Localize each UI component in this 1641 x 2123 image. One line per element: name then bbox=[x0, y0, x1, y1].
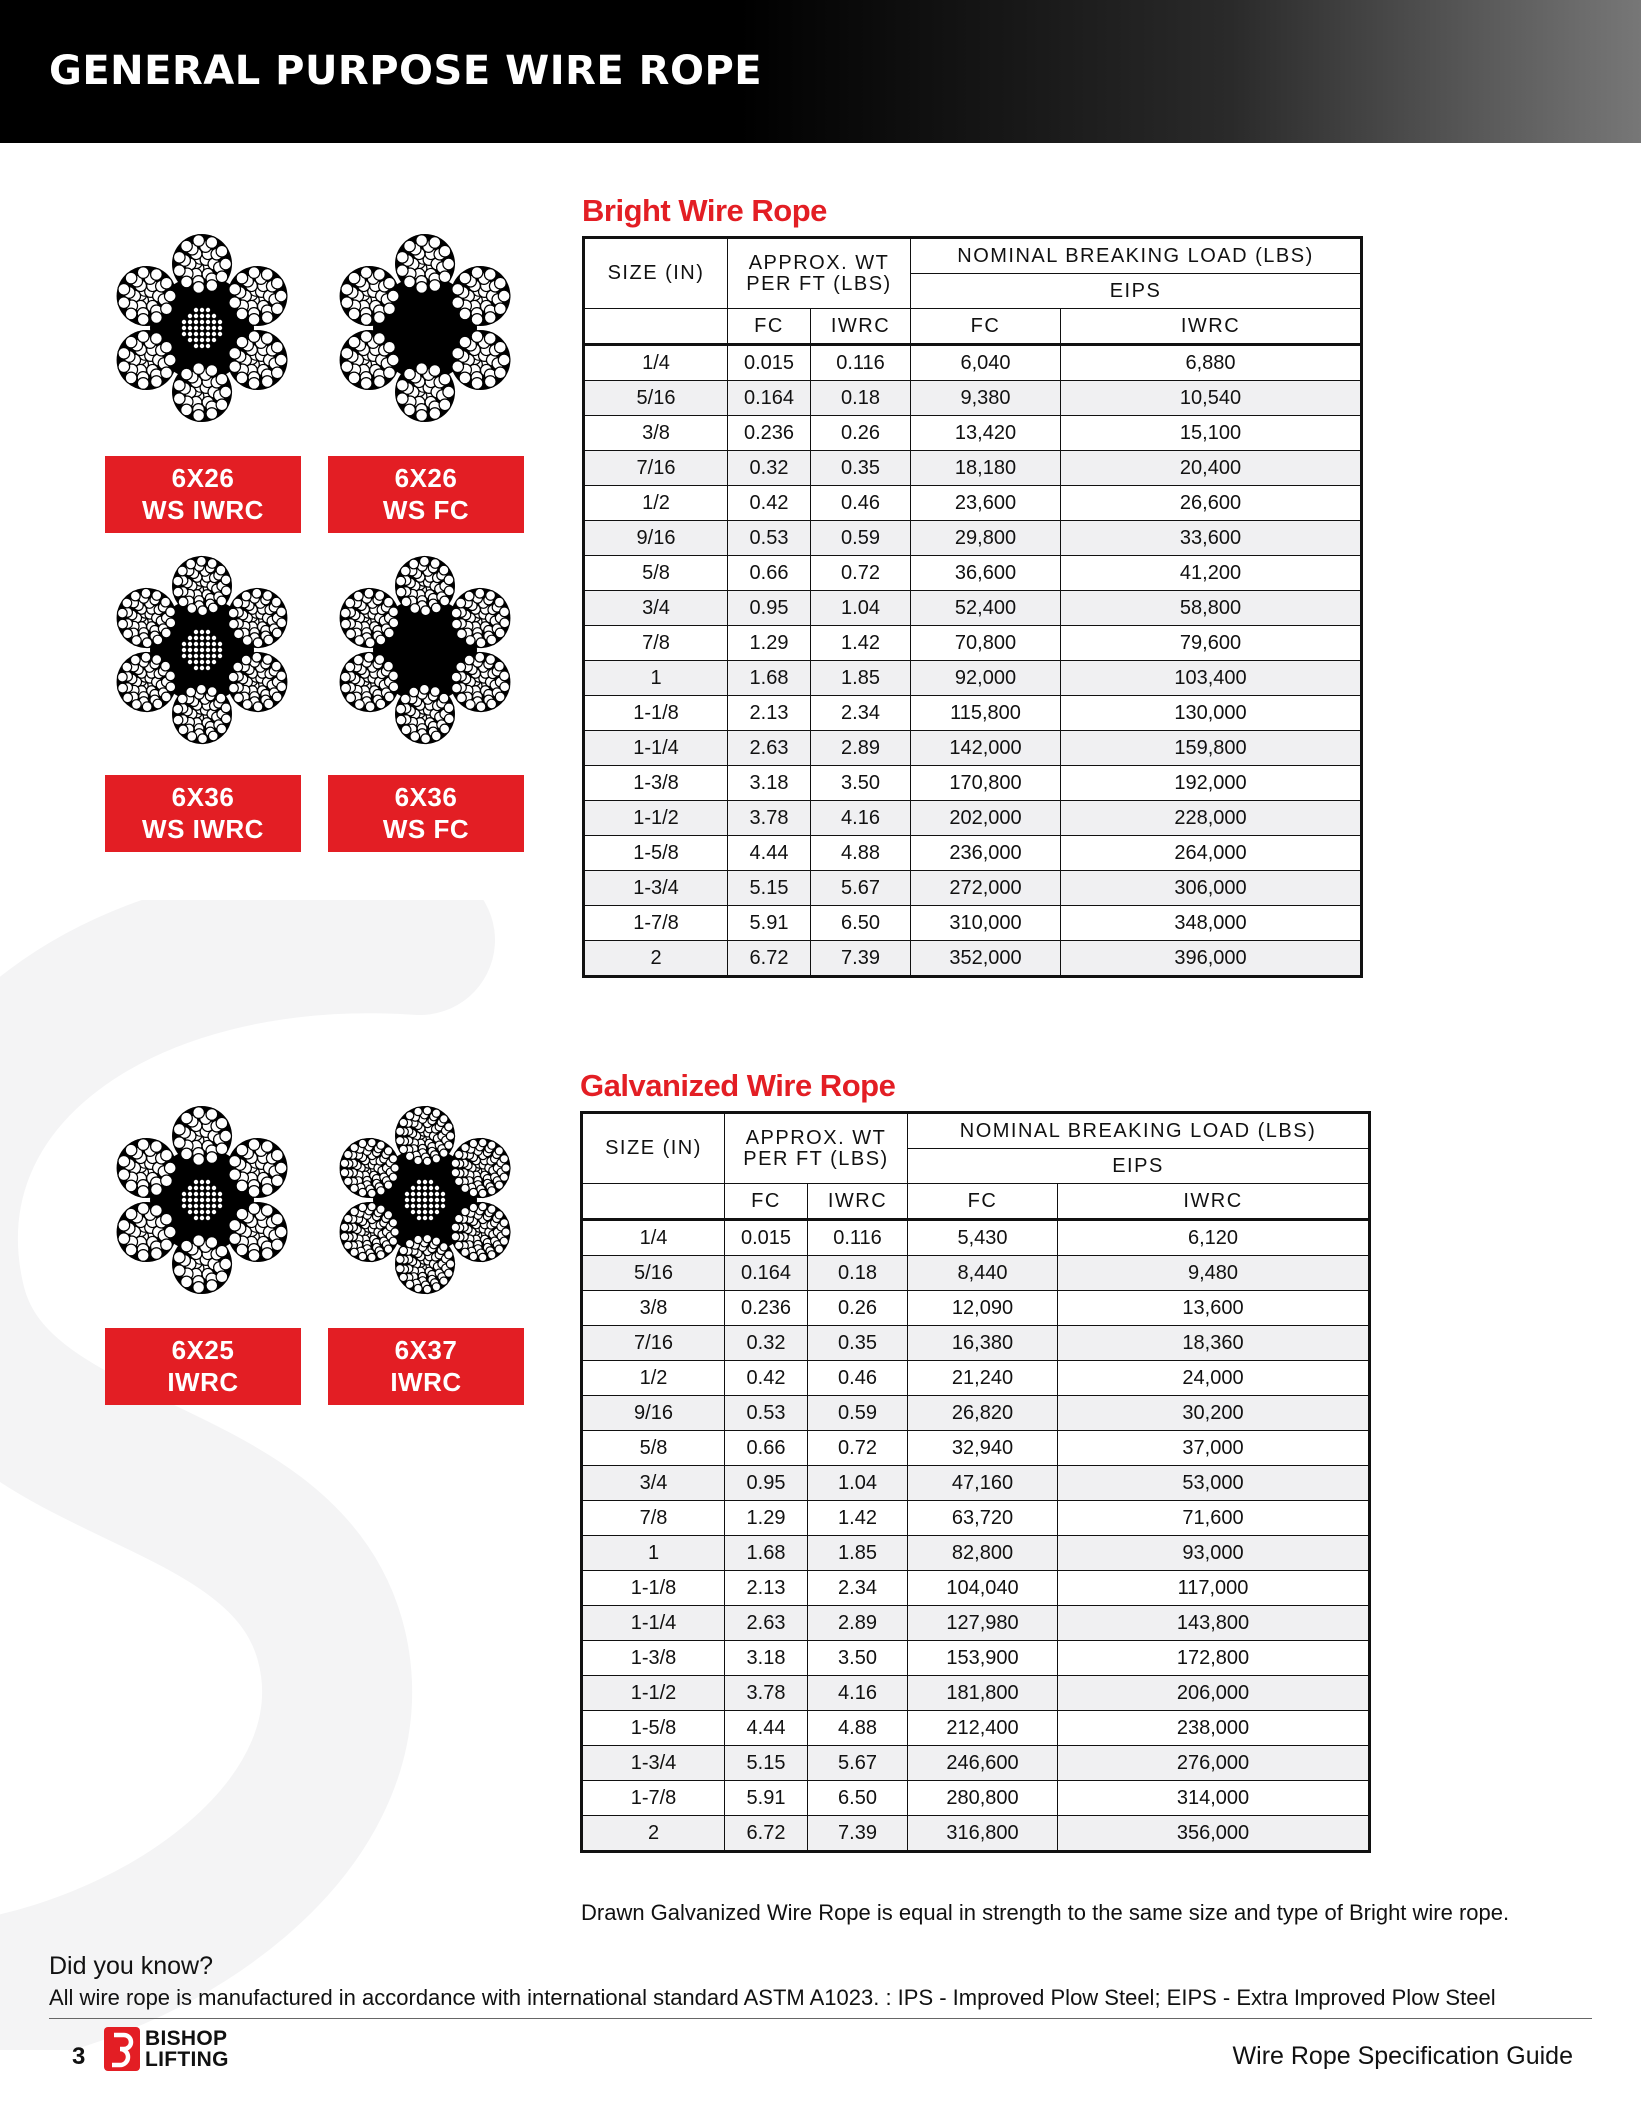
rope-label-line1: 6X36 bbox=[171, 781, 235, 812]
rope-label-line1: 6X25 bbox=[171, 1334, 235, 1365]
weight-fc-cell: 0.66 bbox=[728, 556, 811, 591]
load-fc-cell: 32,940 bbox=[908, 1431, 1058, 1466]
weight-fc-cell: 4.44 bbox=[728, 836, 811, 871]
size-cell: 1-5/8 bbox=[584, 836, 728, 871]
weight-fc-cell: 5.15 bbox=[728, 871, 811, 906]
watermark-logo bbox=[0, 900, 580, 2050]
weight-fc-cell: 1.68 bbox=[725, 1536, 808, 1571]
bright-section-title: Bright Wire Rope bbox=[582, 193, 827, 228]
rope-label-line1: 6X26 bbox=[394, 462, 458, 493]
load-fc-cell: 153,900 bbox=[908, 1641, 1058, 1676]
weight-iwrc-cell: 2.89 bbox=[808, 1606, 908, 1641]
table-row bbox=[584, 486, 1362, 521]
weight-iwrc-cell: 5.67 bbox=[811, 871, 911, 906]
load-fc-header: FC bbox=[911, 309, 1061, 345]
weight-fc-cell: 0.32 bbox=[725, 1326, 808, 1361]
load-iwrc-cell: 79,600 bbox=[1061, 626, 1362, 661]
weight-iwrc-cell: 0.59 bbox=[811, 521, 911, 556]
size-cell: 1-1/2 bbox=[582, 1676, 725, 1711]
weight-fc-header: FC bbox=[725, 1184, 808, 1220]
size-cell: 1 bbox=[582, 1536, 725, 1571]
weight-fc-cell: 0.53 bbox=[728, 521, 811, 556]
bright-spec-table bbox=[582, 236, 1363, 978]
eips-header: EIPS bbox=[911, 274, 1362, 309]
weight-iwrc-cell: 4.88 bbox=[808, 1711, 908, 1746]
size-cell: 3/8 bbox=[582, 1291, 725, 1326]
weight-iwrc-header: IWRC bbox=[808, 1184, 908, 1220]
table-row bbox=[584, 731, 1362, 766]
table-row bbox=[584, 591, 1362, 626]
load-fc-cell: 26,820 bbox=[908, 1396, 1058, 1431]
weight-fc-cell: 1.29 bbox=[728, 626, 811, 661]
size-cell: 1/4 bbox=[584, 345, 728, 381]
table-row bbox=[582, 1536, 1370, 1571]
load-header: NOMINAL BREAKING LOAD (LBS) bbox=[911, 238, 1362, 274]
brand-name bbox=[145, 2028, 229, 2070]
load-fc-cell: 310,000 bbox=[911, 906, 1061, 941]
page-number: 3 bbox=[72, 2043, 86, 2070]
load-fc-cell: 246,600 bbox=[908, 1746, 1058, 1781]
weight-fc-cell: 0.236 bbox=[728, 416, 811, 451]
load-fc-cell: 5,430 bbox=[908, 1220, 1058, 1256]
load-iwrc-cell: 20,400 bbox=[1061, 451, 1362, 486]
footer-divider bbox=[49, 2018, 1592, 2019]
table-row bbox=[582, 1746, 1370, 1781]
weight-fc-header: FC bbox=[728, 309, 811, 345]
bright-table-body bbox=[584, 345, 1362, 977]
load-iwrc-cell: 356,000 bbox=[1058, 1816, 1370, 1852]
size-cell: 7/16 bbox=[584, 451, 728, 486]
load-fc-cell: 142,000 bbox=[911, 731, 1061, 766]
load-iwrc-cell: 26,600 bbox=[1061, 486, 1362, 521]
load-header: NOMINAL BREAKING LOAD (LBS) bbox=[908, 1113, 1370, 1149]
load-iwrc-cell: 33,600 bbox=[1061, 521, 1362, 556]
table-row bbox=[584, 836, 1362, 871]
weight-iwrc-cell: 3.50 bbox=[811, 766, 911, 801]
size-cell: 1-5/8 bbox=[582, 1711, 725, 1746]
size-cell: 1-3/4 bbox=[584, 871, 728, 906]
rope-label bbox=[105, 775, 301, 852]
load-fc-cell: 280,800 bbox=[908, 1781, 1058, 1816]
blank-header-cell bbox=[582, 1184, 725, 1220]
load-fc-cell: 21,240 bbox=[908, 1361, 1058, 1396]
weight-iwrc-cell: 0.46 bbox=[811, 486, 911, 521]
size-cell: 3/4 bbox=[584, 591, 728, 626]
weight-fc-cell: 0.66 bbox=[725, 1431, 808, 1466]
weight-iwrc-cell: 4.16 bbox=[811, 801, 911, 836]
load-fc-cell: 272,000 bbox=[911, 871, 1061, 906]
weight-fc-cell: 0.015 bbox=[728, 345, 811, 381]
table-row bbox=[584, 766, 1362, 801]
load-iwrc-cell: 18,360 bbox=[1058, 1326, 1370, 1361]
weight-iwrc-cell: 0.35 bbox=[811, 451, 911, 486]
weight-iwrc-cell: 0.72 bbox=[808, 1431, 908, 1466]
blank-header-cell bbox=[584, 309, 728, 345]
size-cell: 1/4 bbox=[582, 1220, 725, 1256]
load-fc-cell: 82,800 bbox=[908, 1536, 1058, 1571]
weight-fc-cell: 3.78 bbox=[728, 801, 811, 836]
rope-label-line2: WS IWRC bbox=[142, 494, 264, 525]
rope-6x25-iwrc-icon bbox=[102, 1100, 302, 1300]
load-fc-cell: 316,800 bbox=[908, 1816, 1058, 1852]
rope-label-line1: 6X26 bbox=[171, 462, 235, 493]
rope-label bbox=[105, 1328, 301, 1405]
load-iwrc-cell: 238,000 bbox=[1058, 1711, 1370, 1746]
size-cell: 3/4 bbox=[582, 1466, 725, 1501]
load-fc-cell: 352,000 bbox=[911, 941, 1061, 977]
weight-iwrc-cell: 0.72 bbox=[811, 556, 911, 591]
load-iwrc-cell: 159,800 bbox=[1061, 731, 1362, 766]
table-row bbox=[584, 345, 1362, 381]
weight-fc-cell: 0.164 bbox=[725, 1256, 808, 1291]
weight-iwrc-cell: 6.50 bbox=[811, 906, 911, 941]
table-row bbox=[582, 1711, 1370, 1746]
weight-iwrc-cell: 2.89 bbox=[811, 731, 911, 766]
weight-iwrc-cell: 2.34 bbox=[811, 696, 911, 731]
size-cell: 1/2 bbox=[582, 1361, 725, 1396]
weight-iwrc-cell: 0.46 bbox=[808, 1361, 908, 1396]
table-row bbox=[584, 801, 1362, 836]
weight-fc-cell: 5.15 bbox=[725, 1746, 808, 1781]
weight-fc-cell: 0.164 bbox=[728, 381, 811, 416]
weight-fc-cell: 3.18 bbox=[725, 1641, 808, 1676]
size-cell: 1-3/8 bbox=[584, 766, 728, 801]
load-fc-header: FC bbox=[908, 1184, 1058, 1220]
galvanized-note: Drawn Galvanized Wire Rope is equal in strength to the same size and type of Bright wire rope. bbox=[581, 1900, 1510, 1925]
weight-fc-cell: 4.44 bbox=[725, 1711, 808, 1746]
table-row bbox=[584, 696, 1362, 731]
table-row bbox=[582, 1291, 1370, 1326]
load-iwrc-cell: 314,000 bbox=[1058, 1781, 1370, 1816]
load-iwrc-cell: 306,000 bbox=[1061, 871, 1362, 906]
load-fc-cell: 6,040 bbox=[911, 345, 1061, 381]
rope-label bbox=[328, 775, 524, 852]
rope-6x36-ws-fc-icon bbox=[325, 550, 525, 750]
table-row bbox=[584, 906, 1362, 941]
table-row bbox=[582, 1641, 1370, 1676]
galvanized-table-body bbox=[582, 1220, 1370, 1852]
load-fc-cell: 212,400 bbox=[908, 1711, 1058, 1746]
weight-iwrc-cell: 1.85 bbox=[811, 661, 911, 696]
table-row bbox=[584, 416, 1362, 451]
page-header bbox=[0, 0, 1641, 143]
size-cell: 5/8 bbox=[584, 556, 728, 591]
load-iwrc-cell: 10,540 bbox=[1061, 381, 1362, 416]
page-title: GENERAL PURPOSE WIRE ROPE bbox=[49, 48, 763, 94]
weight-fc-cell: 2.63 bbox=[725, 1606, 808, 1641]
size-cell: 2 bbox=[582, 1816, 725, 1852]
weight-iwrc-cell: 3.50 bbox=[808, 1641, 908, 1676]
rope-label-line2: WS FC bbox=[382, 813, 470, 844]
table-row bbox=[582, 1816, 1370, 1852]
weight-fc-cell: 6.72 bbox=[728, 941, 811, 977]
size-cell: 1-1/8 bbox=[584, 696, 728, 731]
rope-6x26-ws-iwrc-icon bbox=[102, 228, 302, 428]
weight-iwrc-cell: 0.116 bbox=[811, 345, 911, 381]
size-cell: 7/16 bbox=[582, 1326, 725, 1361]
rope-label-line2: WS FC bbox=[382, 494, 470, 525]
load-iwrc-cell: 130,000 bbox=[1061, 696, 1362, 731]
weight-fc-cell: 0.53 bbox=[725, 1396, 808, 1431]
load-iwrc-cell: 228,000 bbox=[1061, 801, 1362, 836]
table-row bbox=[582, 1431, 1370, 1466]
size-cell: 5/16 bbox=[584, 381, 728, 416]
weight-fc-cell: 0.42 bbox=[725, 1361, 808, 1396]
weight-fc-cell: 3.18 bbox=[728, 766, 811, 801]
load-fc-cell: 13,420 bbox=[911, 416, 1061, 451]
weight-fc-cell: 5.91 bbox=[728, 906, 811, 941]
weight-iwrc-cell: 1.42 bbox=[811, 626, 911, 661]
rope-label-line1: 6X37 bbox=[394, 1334, 458, 1365]
weight-iwrc-cell: 0.18 bbox=[811, 381, 911, 416]
table-row bbox=[582, 1256, 1370, 1291]
load-fc-cell: 236,000 bbox=[911, 836, 1061, 871]
size-cell: 1-3/8 bbox=[582, 1641, 725, 1676]
size-cell: 1-1/4 bbox=[582, 1606, 725, 1641]
table-row bbox=[582, 1326, 1370, 1361]
table-row bbox=[582, 1501, 1370, 1536]
load-iwrc-header: IWRC bbox=[1058, 1184, 1370, 1220]
weight-iwrc-cell: 0.35 bbox=[808, 1326, 908, 1361]
size-cell: 7/8 bbox=[582, 1501, 725, 1536]
weight-fc-cell: 1.29 bbox=[725, 1501, 808, 1536]
weight-iwrc-cell: 1.04 bbox=[808, 1466, 908, 1501]
weight-fc-cell: 3.78 bbox=[725, 1676, 808, 1711]
rope-label-line1: 6X36 bbox=[394, 781, 458, 812]
table-row bbox=[582, 1396, 1370, 1431]
weight-iwrc-header: IWRC bbox=[811, 309, 911, 345]
table-row bbox=[582, 1466, 1370, 1501]
load-iwrc-cell: 264,000 bbox=[1061, 836, 1362, 871]
rope-label bbox=[105, 456, 301, 533]
load-iwrc-cell: 6,880 bbox=[1061, 345, 1362, 381]
size-cell: 1-1/8 bbox=[582, 1571, 725, 1606]
table-row bbox=[582, 1220, 1370, 1256]
load-fc-cell: 104,040 bbox=[908, 1571, 1058, 1606]
load-fc-cell: 127,980 bbox=[908, 1606, 1058, 1641]
table-row bbox=[582, 1571, 1370, 1606]
weight-fc-cell: 0.236 bbox=[725, 1291, 808, 1326]
load-iwrc-cell: 103,400 bbox=[1061, 661, 1362, 696]
galvanized-spec-table bbox=[580, 1111, 1371, 1853]
table-row bbox=[584, 871, 1362, 906]
load-fc-cell: 170,800 bbox=[911, 766, 1061, 801]
weight-fc-cell: 0.42 bbox=[728, 486, 811, 521]
weight-iwrc-cell: 0.18 bbox=[808, 1256, 908, 1291]
load-iwrc-header: IWRC bbox=[1061, 309, 1362, 345]
load-iwrc-cell: 396,000 bbox=[1061, 941, 1362, 977]
load-iwrc-cell: 93,000 bbox=[1058, 1536, 1370, 1571]
load-fc-cell: 18,180 bbox=[911, 451, 1061, 486]
load-fc-cell: 52,400 bbox=[911, 591, 1061, 626]
table-row bbox=[582, 1606, 1370, 1641]
load-fc-cell: 16,380 bbox=[908, 1326, 1058, 1361]
table-row bbox=[584, 626, 1362, 661]
table-row bbox=[584, 381, 1362, 416]
size-cell: 5/8 bbox=[582, 1431, 725, 1466]
load-fc-cell: 47,160 bbox=[908, 1466, 1058, 1501]
load-iwrc-cell: 41,200 bbox=[1061, 556, 1362, 591]
load-fc-cell: 115,800 bbox=[911, 696, 1061, 731]
load-iwrc-cell: 348,000 bbox=[1061, 906, 1362, 941]
size-cell: 1-7/8 bbox=[582, 1781, 725, 1816]
table-row bbox=[584, 521, 1362, 556]
weight-iwrc-cell: 0.116 bbox=[808, 1220, 908, 1256]
weight-fc-cell: 2.63 bbox=[728, 731, 811, 766]
weight-iwrc-cell: 0.26 bbox=[811, 416, 911, 451]
table-row bbox=[584, 941, 1362, 977]
load-iwrc-cell: 117,000 bbox=[1058, 1571, 1370, 1606]
load-iwrc-cell: 53,000 bbox=[1058, 1466, 1370, 1501]
rope-6x37-iwrc-icon bbox=[325, 1100, 525, 1300]
size-header: SIZE (IN) bbox=[582, 1113, 725, 1184]
weight-iwrc-cell: 1.04 bbox=[811, 591, 911, 626]
weight-fc-cell: 0.95 bbox=[728, 591, 811, 626]
weight-fc-cell: 2.13 bbox=[728, 696, 811, 731]
rope-label-line2: WS IWRC bbox=[142, 813, 264, 844]
load-iwrc-cell: 276,000 bbox=[1058, 1746, 1370, 1781]
size-cell: 7/8 bbox=[584, 626, 728, 661]
weight-iwrc-cell: 1.85 bbox=[808, 1536, 908, 1571]
weight-fc-cell: 0.95 bbox=[725, 1466, 808, 1501]
galvanized-section-title: Galvanized Wire Rope bbox=[580, 1068, 896, 1103]
size-cell: 1 bbox=[584, 661, 728, 696]
size-cell: 9/16 bbox=[584, 521, 728, 556]
load-fc-cell: 92,000 bbox=[911, 661, 1061, 696]
size-cell: 1-1/2 bbox=[584, 801, 728, 836]
size-cell: 9/16 bbox=[582, 1396, 725, 1431]
brand-line2: LIFTING bbox=[145, 2048, 229, 2071]
did-you-know-text: All wire rope is manufactured in accordance with international standard ASTM A1023. : IPS - Improved Plow Steel; EIPS - Extra Improved Plow Steel bbox=[49, 1985, 1496, 2010]
load-fc-cell: 70,800 bbox=[911, 626, 1061, 661]
load-iwrc-cell: 71,600 bbox=[1058, 1501, 1370, 1536]
load-fc-cell: 9,380 bbox=[911, 381, 1061, 416]
load-iwrc-cell: 6,120 bbox=[1058, 1220, 1370, 1256]
size-cell: 3/8 bbox=[584, 416, 728, 451]
weight-fc-cell: 6.72 bbox=[725, 1816, 808, 1852]
rope-label-line2: IWRC bbox=[167, 1366, 239, 1397]
weight-iwrc-cell: 7.39 bbox=[808, 1816, 908, 1852]
size-header: SIZE (IN) bbox=[584, 238, 728, 309]
load-fc-cell: 202,000 bbox=[911, 801, 1061, 836]
size-cell: 1/2 bbox=[584, 486, 728, 521]
load-fc-cell: 36,600 bbox=[911, 556, 1061, 591]
weight-iwrc-cell: 6.50 bbox=[808, 1781, 908, 1816]
load-fc-cell: 29,800 bbox=[911, 521, 1061, 556]
load-fc-cell: 181,800 bbox=[908, 1676, 1058, 1711]
load-fc-cell: 8,440 bbox=[908, 1256, 1058, 1291]
brand-line1: BISHOP bbox=[145, 2027, 228, 2050]
weight-fc-cell: 2.13 bbox=[725, 1571, 808, 1606]
load-iwrc-cell: 30,200 bbox=[1058, 1396, 1370, 1431]
load-iwrc-cell: 13,600 bbox=[1058, 1291, 1370, 1326]
rope-label bbox=[328, 456, 524, 533]
table-row bbox=[582, 1781, 1370, 1816]
weight-fc-cell: 1.68 bbox=[728, 661, 811, 696]
size-cell: 1-7/8 bbox=[584, 906, 728, 941]
table-row bbox=[584, 661, 1362, 696]
load-iwrc-cell: 206,000 bbox=[1058, 1676, 1370, 1711]
rope-label bbox=[328, 1328, 524, 1405]
weight-iwrc-cell: 0.26 bbox=[808, 1291, 908, 1326]
weight-fc-cell: 5.91 bbox=[725, 1781, 808, 1816]
weight-iwrc-cell: 7.39 bbox=[811, 941, 911, 977]
weight-iwrc-cell: 1.42 bbox=[808, 1501, 908, 1536]
load-iwrc-cell: 37,000 bbox=[1058, 1431, 1370, 1466]
load-iwrc-cell: 15,100 bbox=[1061, 416, 1362, 451]
load-iwrc-cell: 143,800 bbox=[1058, 1606, 1370, 1641]
load-iwrc-cell: 9,480 bbox=[1058, 1256, 1370, 1291]
weight-fc-cell: 0.32 bbox=[728, 451, 811, 486]
size-cell: 5/16 bbox=[582, 1256, 725, 1291]
weight-iwrc-cell: 4.16 bbox=[808, 1676, 908, 1711]
eips-header: EIPS bbox=[908, 1149, 1370, 1184]
size-cell: 1-3/4 bbox=[582, 1746, 725, 1781]
load-iwrc-cell: 172,800 bbox=[1058, 1641, 1370, 1676]
table-row bbox=[582, 1676, 1370, 1711]
load-fc-cell: 63,720 bbox=[908, 1501, 1058, 1536]
weight-iwrc-cell: 4.88 bbox=[811, 836, 911, 871]
weight-header: APPROX. WT PER FT (LBS) bbox=[725, 1113, 908, 1184]
load-fc-cell: 23,600 bbox=[911, 486, 1061, 521]
weight-header: APPROX. WT PER FT (LBS) bbox=[728, 238, 911, 309]
rope-label-line2: IWRC bbox=[390, 1366, 462, 1397]
weight-fc-cell: 0.015 bbox=[725, 1220, 808, 1256]
load-iwrc-cell: 58,800 bbox=[1061, 591, 1362, 626]
weight-iwrc-cell: 5.67 bbox=[808, 1746, 908, 1781]
table-row bbox=[584, 451, 1362, 486]
load-iwrc-cell: 192,000 bbox=[1061, 766, 1362, 801]
did-you-know-heading: Did you know? bbox=[49, 1952, 213, 1980]
load-iwrc-cell: 24,000 bbox=[1058, 1361, 1370, 1396]
rope-6x36-ws-iwrc-icon bbox=[102, 550, 302, 750]
weight-iwrc-cell: 2.34 bbox=[808, 1571, 908, 1606]
table-row bbox=[582, 1361, 1370, 1396]
weight-iwrc-cell: 0.59 bbox=[808, 1396, 908, 1431]
size-cell: 2 bbox=[584, 941, 728, 977]
load-fc-cell: 12,090 bbox=[908, 1291, 1058, 1326]
size-cell: 1-1/4 bbox=[584, 731, 728, 766]
table-row bbox=[584, 556, 1362, 591]
rope-6x26-ws-fc-icon bbox=[325, 228, 525, 428]
guide-title: Wire Rope Specification Guide bbox=[1232, 2042, 1573, 2070]
